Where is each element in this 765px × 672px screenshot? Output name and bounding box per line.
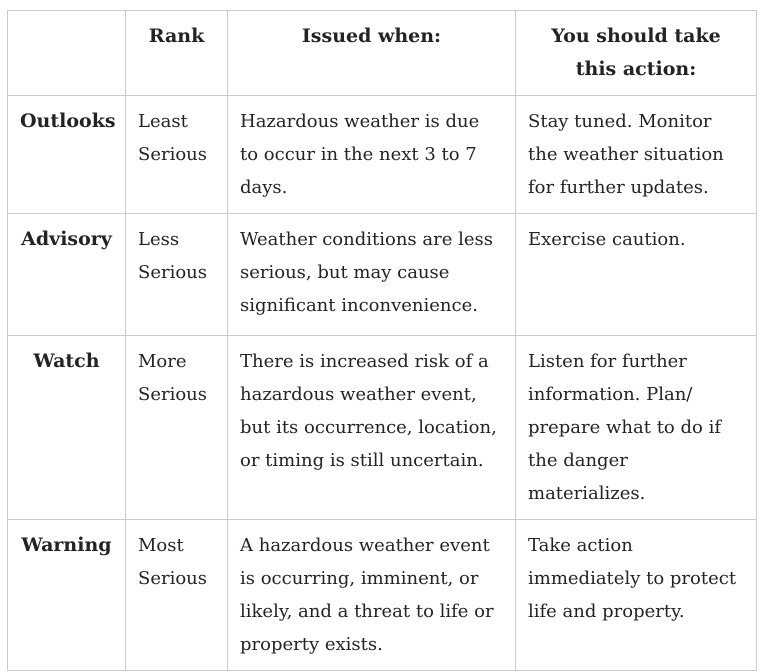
action-cell: Exercise caution. [516,214,757,336]
issued-when-cell: There is increased risk of a hazardous weather event, but its occurrence, location, or timing is still uncertain. [228,336,516,520]
table-row-watch [8,336,757,520]
row-label: Warning [8,520,126,671]
rank-cell: Most Serious [126,520,228,671]
table-row-advisory [8,214,757,336]
row-label: Outlooks [8,96,126,214]
rank-cell: Less Serious [126,214,228,336]
header-row [8,11,757,96]
action-cell: Take action immediately to protect life and property. [516,520,757,671]
rank-cell: More Serious [126,336,228,520]
header-cell-action: You should take this action: [516,11,757,96]
header-cell-issued-when: Issued when: [228,11,516,96]
issued-when-cell: Weather conditions are less serious, but may cause significant inconvenience. [228,214,516,336]
row-label: Advisory [8,214,126,336]
action-cell: Stay tuned. Monitor the weather situation for further updates. [516,96,757,214]
issued-when-cell: A hazardous weather event is occurring, imminent, or likely, and a threat to life or property exists. [228,520,516,671]
weather-alerts-table [7,10,757,671]
header-cell-rank: Rank [126,11,228,96]
issued-when-cell: Hazardous weather is due to occur in the next 3 to 7 days. [228,96,516,214]
row-label: Watch [8,336,126,520]
header-cell-blank [8,11,126,96]
table-row-warning [8,520,757,671]
action-cell: Listen for further information. Plan/ prepare what to do if the danger materializes. [516,336,757,520]
rank-cell: Least Serious [126,96,228,214]
table-row-outlooks [8,96,757,214]
